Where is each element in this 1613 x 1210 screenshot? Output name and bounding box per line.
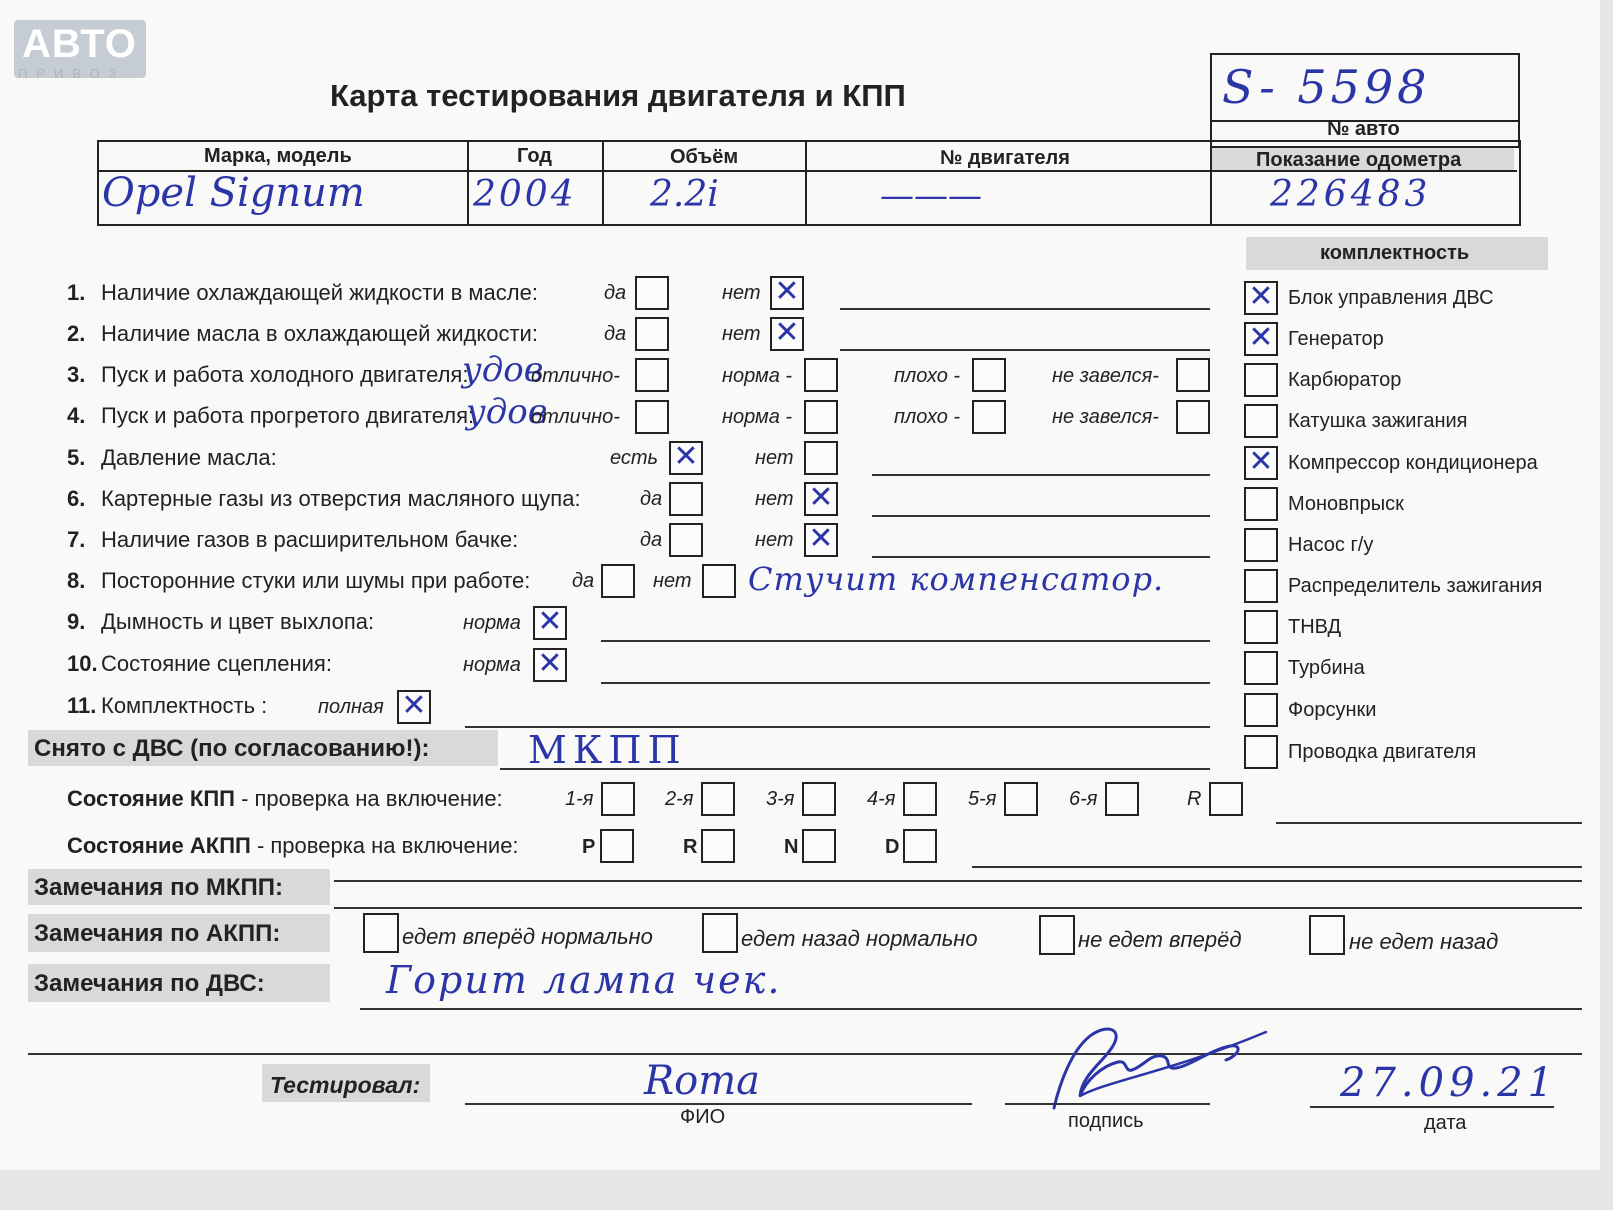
item-1-da-checkbox[interactable] <box>635 276 669 310</box>
item-5-est-checkbox[interactable] <box>669 441 703 475</box>
komplekt-checkbox-9[interactable] <box>1244 610 1278 644</box>
logo-sub-text: ПРИВОЗ <box>18 66 126 81</box>
komplekt-checkbox-5[interactable] <box>1244 446 1278 480</box>
kpp-gear-label-6: 6-я <box>1069 788 1098 810</box>
kpp-gear-label-3: 3-я <box>766 788 795 810</box>
value-volume: 2.2i <box>650 174 719 215</box>
komplekt-label-11: Форсунки <box>1288 699 1377 721</box>
item-6-da-checkbox[interactable] <box>669 482 703 516</box>
header-engine-number: № двигателя <box>940 147 1070 169</box>
akpp-mode-label-2: R <box>683 836 698 858</box>
item-8-da-label: да <box>572 570 595 592</box>
komplekt-label-7: Насос г/у <box>1288 534 1374 556</box>
akpp-forward-ok-checkbox[interactable] <box>363 913 399 953</box>
item-3-handwritten: удов <box>462 350 544 390</box>
item-8-text: Посторонние стуки или шумы при работе: <box>101 568 531 593</box>
kpp-gear-label-5: 5-я <box>968 788 997 810</box>
header-brand-model: Марка, модель <box>204 145 352 167</box>
item-2-da-checkbox[interactable] <box>635 317 669 351</box>
kpp-gear-label-1: 1-я <box>565 788 594 810</box>
item-8-net-checkbox[interactable] <box>702 564 736 598</box>
item-2-text: Наличие масла в охлаждающей жидкости: <box>101 321 538 346</box>
kpp-gear-checkbox-7[interactable] <box>1209 782 1243 816</box>
akpp-backward-ok-checkbox[interactable] <box>702 913 738 953</box>
akpp-forward-ok-label: едет вперёд нормально <box>402 924 653 949</box>
komplekt-checkbox-11[interactable] <box>1244 693 1278 727</box>
akpp-no-backward-label: не едет назад <box>1349 929 1499 954</box>
item-11-polnaya-label: полная <box>318 696 384 718</box>
item-1-number: 1. <box>67 280 86 305</box>
kpp-gear-label-2: 2-я <box>665 788 694 810</box>
akpp-no-backward-checkbox[interactable] <box>1309 915 1345 955</box>
page-title: Карта тестирования двигателя и КПП <box>330 78 906 113</box>
item-11-polnaya-checkbox[interactable] <box>397 690 431 724</box>
akpp-mode-label-3: N <box>784 836 799 858</box>
item-5-line <box>872 474 1210 476</box>
item-1-net-label: нет <box>722 282 761 304</box>
kpp-gear-checkbox-3[interactable] <box>802 782 836 816</box>
item-3-ploho-label: плохо - <box>894 365 961 387</box>
remarks-mkpp-line-2 <box>334 907 1582 909</box>
kpp-line <box>1276 822 1582 824</box>
fio-line <box>465 1103 972 1105</box>
remarks-mkpp-line-1 <box>334 880 1582 882</box>
kpp-gear-checkbox-1[interactable] <box>601 782 635 816</box>
value-engine-number: ——— <box>880 176 982 216</box>
item-7-da-checkbox[interactable] <box>669 523 703 557</box>
item-10-text: Состояние сцепления: <box>101 651 332 676</box>
kpp-gear-checkbox-5[interactable] <box>1004 782 1038 816</box>
komplekt-label-1: Блок управления ДВС <box>1288 287 1494 309</box>
value-odometer: 226483 <box>1270 174 1432 215</box>
removed-value: МКПП <box>528 728 687 772</box>
kpp-label-bold: Состояние КПП <box>67 786 235 811</box>
header-volume: Объём <box>670 146 739 168</box>
item-6-number: 6. <box>67 486 86 511</box>
logo-main-text: АВТО <box>22 22 137 66</box>
item-11-text: Комплектность : <box>101 693 268 718</box>
header-odometer: Показание одометра <box>1256 149 1462 171</box>
item-5-number: 5. <box>67 445 86 470</box>
item-4-number: 4. <box>67 403 86 428</box>
item-9-line <box>601 640 1210 642</box>
kpp-gear-label-7: R <box>1187 788 1202 810</box>
item-4-ploho-label: плохо - <box>894 406 961 428</box>
komplekt-checkbox-1[interactable] <box>1244 281 1278 315</box>
akpp-mode-checkbox-3[interactable] <box>802 829 836 863</box>
item-3-text: Пуск и работа холодного двигателя: <box>101 362 469 387</box>
item-4-norma-checkbox[interactable] <box>804 400 838 434</box>
akpp-mode-label-4: D <box>885 836 900 858</box>
item-3-otlichno-checkbox[interactable] <box>635 358 669 392</box>
item-4-handwritten: удов <box>466 392 548 432</box>
item-5-text: Давление масла: <box>101 445 277 470</box>
item-7-net-label: нет <box>755 529 794 551</box>
akpp-line <box>972 866 1582 868</box>
item-6-da-label: да <box>640 488 663 510</box>
item-3-norma-checkbox[interactable] <box>804 358 838 392</box>
akpp-label-rest: - проверка на включение: <box>250 833 519 858</box>
komplekt-label-6: Моновпрыск <box>1288 493 1404 515</box>
item-9-norma-label: норма <box>463 612 521 634</box>
item-3-norma-label: норма - <box>722 365 793 387</box>
komplekt-checkbox-6[interactable] <box>1244 487 1278 521</box>
item-4-ploho-checkbox[interactable] <box>972 400 1006 434</box>
item-7-number: 7. <box>67 527 86 552</box>
remarks-dvs-line-1 <box>360 1008 1582 1010</box>
sign-label: подпись <box>1068 1110 1144 1132</box>
akpp-backward-ok-label: едет назад нормально <box>741 926 978 951</box>
item-4-norma-label: норма - <box>722 406 793 428</box>
item-3-ne-zavelsya-checkbox[interactable] <box>1176 358 1210 392</box>
item-1-line <box>840 308 1210 310</box>
kpp-gear-checkbox-2[interactable] <box>701 782 735 816</box>
item-6-net-checkbox[interactable] <box>804 482 838 516</box>
item-8-number: 8. <box>67 568 86 593</box>
item-8-handwritten: Стучит компенсатор. <box>748 560 1165 598</box>
item-3-number: 3. <box>67 362 86 387</box>
komplekt-checkbox-2[interactable] <box>1244 322 1278 356</box>
kpp-gear-label-4: 4-я <box>867 788 896 810</box>
remarks-dvs-label: Замечания по ДВС: <box>34 970 265 997</box>
item-5-net-checkbox[interactable] <box>804 441 838 475</box>
komplekt-label-4: Катушка зажигания <box>1288 410 1468 432</box>
item-4-ne-zavelsya-label: не завелся- <box>1052 406 1159 428</box>
sign-line <box>1005 1103 1210 1105</box>
item-8-net-label: нет <box>653 570 692 592</box>
item-10-norma-label: норма <box>463 654 521 676</box>
col-divider-3 <box>805 140 807 224</box>
remarks-akpp-label: Замечания по АКПП: <box>34 920 281 947</box>
akpp-mode-checkbox-1[interactable] <box>600 829 634 863</box>
item-10-norma-checkbox[interactable] <box>533 648 567 682</box>
removed-label: Снято с ДВС (по согласованию!): <box>34 735 430 762</box>
col-divider-4 <box>1210 140 1212 224</box>
komplekt-checkbox-10[interactable] <box>1244 651 1278 685</box>
item-8-da-checkbox[interactable] <box>601 564 635 598</box>
item-4-otlichno-checkbox[interactable] <box>635 400 669 434</box>
item-7-line <box>872 556 1210 558</box>
komplekt-label-9: ТНВД <box>1288 616 1342 638</box>
akpp-mode-checkbox-2[interactable] <box>701 829 735 863</box>
akpp-no-forward-label: не едет вперёд <box>1078 927 1242 952</box>
kpp-gear-checkbox-4[interactable] <box>903 782 937 816</box>
date-label: дата <box>1424 1112 1467 1134</box>
komplekt-label-10: Турбина <box>1288 657 1365 679</box>
item-10-line <box>601 682 1210 684</box>
kpp-gear-checkbox-6[interactable] <box>1105 782 1139 816</box>
item-3-ploho-checkbox[interactable] <box>972 358 1006 392</box>
kpp-label <box>67 786 503 812</box>
item-4-otlichno-label: отлично- <box>531 406 620 428</box>
komplekt-label-8: Распределитель зажигания <box>1288 575 1543 597</box>
car-number-handwritten: S- 5598 <box>1222 60 1431 114</box>
akpp-no-forward-checkbox[interactable] <box>1039 915 1075 955</box>
value-brand-model: Opel Signum <box>102 170 365 216</box>
akpp-mode-label-1: P <box>582 836 596 858</box>
item-11-number: 11. <box>67 693 97 718</box>
item-6-text: Картерные газы из отверстия масляного щупа: <box>101 486 581 511</box>
komplekt-header: комплектность <box>1320 242 1470 264</box>
akpp-mode-checkbox-4[interactable] <box>903 829 937 863</box>
item-9-number: 9. <box>67 609 86 634</box>
header-year: Год <box>517 145 552 167</box>
item-10-number: 10. <box>67 651 98 676</box>
item-9-text: Дымность и цвет выхлопа: <box>101 609 375 634</box>
komplekt-label-3: Карбюратор <box>1288 369 1402 391</box>
item-4-ne-zavelsya-checkbox[interactable] <box>1176 400 1210 434</box>
item-5-net-label: нет <box>755 447 794 469</box>
date-handwritten: 27.09.21 <box>1340 1060 1559 1106</box>
tested-by-label: Тестировал: <box>270 1072 421 1098</box>
item-5-est-label: есть <box>610 447 659 469</box>
item-6-net-label: нет <box>755 488 794 510</box>
item-1-net-checkbox[interactable] <box>770 276 804 310</box>
item-6-line <box>872 515 1210 517</box>
komplekt-label-12: Проводка двигателя <box>1288 741 1477 763</box>
item-2-da-label: да <box>604 323 627 345</box>
item-3-ne-zavelsya-label: не завелся- <box>1052 365 1159 387</box>
car-number-label: № авто <box>1327 118 1400 140</box>
akpp-label <box>67 833 519 859</box>
item-2-line <box>840 349 1210 351</box>
akpp-label-bold: Состояние АКПП <box>67 833 251 858</box>
item-1-da-label: да <box>604 282 627 304</box>
item-2-number: 2. <box>67 321 86 346</box>
komplekt-label-2: Генератор <box>1288 328 1384 350</box>
item-1-text: Наличие охлаждающей жидкости в масле: <box>101 280 538 305</box>
remarks-dvs-line-2 <box>28 1053 1582 1055</box>
col-divider-1 <box>467 140 469 224</box>
komplekt-checkbox-4[interactable] <box>1244 404 1278 438</box>
komplekt-label-5: Компрессор кондиционера <box>1288 452 1538 474</box>
item-7-net-checkbox[interactable] <box>804 523 838 557</box>
item-2-net-checkbox[interactable] <box>770 317 804 351</box>
komplekt-checkbox-7[interactable] <box>1244 528 1278 562</box>
fio-handwritten: Roma <box>644 1058 760 1104</box>
col-divider-2 <box>602 140 604 224</box>
item-3-otlichno-label: отлично- <box>531 365 620 387</box>
item-9-norma-checkbox[interactable] <box>533 606 567 640</box>
item-4-text: Пуск и работа прогретого двигателя: <box>101 403 475 428</box>
komplekt-checkbox-8[interactable] <box>1244 569 1278 603</box>
item-2-net-label: нет <box>722 323 761 345</box>
item-7-da-label: да <box>640 529 663 551</box>
remarks-dvs-handwritten: Горит лампа чек. <box>386 958 782 1002</box>
fio-label: ФИО <box>680 1106 726 1128</box>
remarks-mkpp-label: Замечания по МКПП: <box>34 874 284 901</box>
item-7-text: Наличие газов в расширительном бачке: <box>101 527 519 552</box>
date-line <box>1310 1106 1554 1108</box>
kpp-label-rest: - проверка на включение: <box>234 786 503 811</box>
komplekt-checkbox-12[interactable] <box>1244 735 1278 769</box>
removed-line <box>500 768 1210 770</box>
komplekt-checkbox-3[interactable] <box>1244 363 1278 397</box>
value-year: 2004 <box>473 174 577 215</box>
